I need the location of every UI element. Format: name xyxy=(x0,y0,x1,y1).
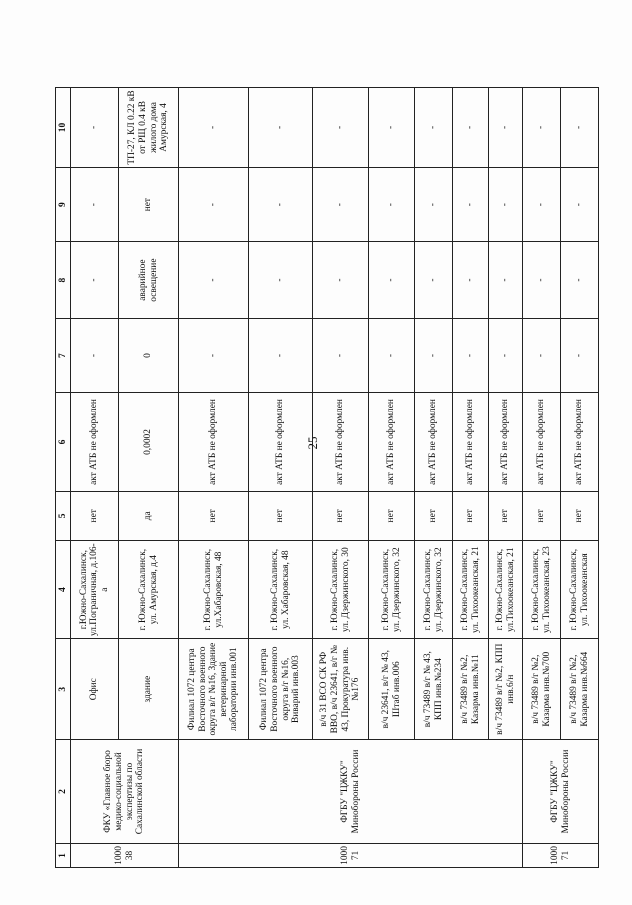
org-code-cell: 100071 xyxy=(178,843,522,867)
org-code-cell: 100071 xyxy=(522,843,598,867)
object-cell: в/ч 73489 в/г №2, Казарма инв.№11 xyxy=(452,638,488,739)
cell: - xyxy=(488,167,522,241)
header-cell: 10 xyxy=(55,87,70,167)
cell: акт АТБ не оформлен xyxy=(414,392,452,490)
cell: - xyxy=(312,241,368,318)
cell: нет xyxy=(452,491,488,540)
address-cell: г. Южно-Сахалинск, ул.Хабаровская, 48 xyxy=(178,540,248,638)
cell: - xyxy=(248,318,312,392)
cell: нет xyxy=(368,491,414,540)
cell: акт АТБ не оформлен xyxy=(522,392,560,490)
cell: - xyxy=(312,87,368,167)
cell: - xyxy=(70,318,118,392)
data-table xyxy=(55,87,599,868)
cell: - xyxy=(70,87,118,167)
address-cell: г. Южно-Сахалинск, ул. Тихоокеанская, 21 xyxy=(452,540,488,638)
cell: акт АТБ не оформлен xyxy=(178,392,248,490)
table-row xyxy=(70,87,118,867)
object-cell: Филиал 1072 центра Восточного военного округа в/г №16, Здание ветеринарной лаборатории инв.001 xyxy=(178,638,248,739)
address-cell: г. Южно-Сахалинск, ул. Хабаровская, 48 xyxy=(248,540,312,638)
object-cell: Филиал 1072 центра Восточного военного округа в/г №16, Виварий инв.003 xyxy=(248,638,312,739)
cell: акт АТБ не оформлен xyxy=(248,392,312,490)
cell: - xyxy=(488,318,522,392)
address-cell: г. Южно-Сахалинск, ул. Амурская, д.4 xyxy=(118,540,178,638)
cell: нет xyxy=(312,491,368,540)
object-cell: в/ч 73489 в/г №2, Казарма инв.№664 xyxy=(560,638,598,739)
cell: акт АТБ не оформлен xyxy=(560,392,598,490)
header-cell: 4 xyxy=(55,540,70,638)
cell: - xyxy=(248,167,312,241)
cell: - xyxy=(560,318,598,392)
cell: - xyxy=(70,241,118,318)
cell: - xyxy=(522,167,560,241)
cell: 0,0002 xyxy=(118,392,178,490)
org-name-cell: ФГБУ "ЦЖКУ" Минобороны России xyxy=(178,739,522,843)
cell: - xyxy=(178,87,248,167)
cell: - xyxy=(414,87,452,167)
header-cell: 8 xyxy=(55,241,70,318)
cell: ТП-27, КЛ 0.22 кВ от РЩ 0.4 кВ жилого дома Амурская, 4 xyxy=(118,87,178,167)
object-cell: здание xyxy=(118,638,178,739)
cell: акт АТБ не оформлен xyxy=(70,392,118,490)
header-cell: 7 xyxy=(55,318,70,392)
cell: - xyxy=(414,318,452,392)
cell: - xyxy=(178,241,248,318)
cell: - xyxy=(560,87,598,167)
table-row xyxy=(522,87,560,867)
cell: - xyxy=(488,241,522,318)
cell: - xyxy=(368,167,414,241)
page-number: 25 xyxy=(305,436,320,450)
cell: - xyxy=(414,167,452,241)
cell: нет xyxy=(414,491,452,540)
cell: нет xyxy=(248,491,312,540)
cell: акт АТБ не оформлен xyxy=(312,392,368,490)
cell: - xyxy=(452,167,488,241)
cell: - xyxy=(452,318,488,392)
header-cell: 5 xyxy=(55,491,70,540)
object-cell: в/ч 23641, в/г № 43, Штаб инв.006 xyxy=(368,638,414,739)
address-cell: г. Южно-Сахалинск, ул. Дзержинского, 30 xyxy=(312,540,368,638)
header-cell: 1 xyxy=(55,843,70,867)
cell: - xyxy=(312,318,368,392)
object-cell: Офис xyxy=(70,638,118,739)
cell: нет xyxy=(560,491,598,540)
cell: - xyxy=(368,241,414,318)
header-cell: 9 xyxy=(55,167,70,241)
cell: - xyxy=(522,318,560,392)
cell: нет xyxy=(178,491,248,540)
cell: - xyxy=(70,167,118,241)
table-rotated-container xyxy=(55,87,589,868)
cell: акт АТБ не оформлен xyxy=(488,392,522,490)
cell: - xyxy=(452,241,488,318)
address-cell: г. Южно-Сахалинск, ул. Тихоокеанская, 23 xyxy=(522,540,560,638)
org-name-cell: ФГБУ "ЦЖКУ" Минобороны России xyxy=(522,739,598,843)
object-cell: в/ч 73489 в/г № 43, КПП инв.№234 xyxy=(414,638,452,739)
cell: - xyxy=(368,87,414,167)
address-cell: г. Южно-Сахалинск, ул. Дзержинского, 32 xyxy=(414,540,452,638)
cell: да xyxy=(118,491,178,540)
address-cell: г. Южно-Сахалинск, ул. Дзержинского, 32 xyxy=(368,540,414,638)
object-cell: в/ч 73489 в/г №2, Казарма инв.№700 xyxy=(522,638,560,739)
cell: - xyxy=(560,241,598,318)
cell: - xyxy=(452,87,488,167)
cell: - xyxy=(414,241,452,318)
header-cell: 3 xyxy=(55,638,70,739)
cell: нет xyxy=(118,167,178,241)
cell: акт АТБ не оформлен xyxy=(452,392,488,490)
header-cell: 2 xyxy=(55,739,70,843)
cell: - xyxy=(178,167,248,241)
org-code-cell: 100038 xyxy=(70,843,178,867)
cell: - xyxy=(368,318,414,392)
table-row xyxy=(178,87,248,867)
cell: - xyxy=(248,87,312,167)
address-cell: г. Южно-Сахалинск, ул.Тихоокеанская, 21 xyxy=(488,540,522,638)
cell: нет xyxy=(70,491,118,540)
cell: - xyxy=(312,167,368,241)
cell: - xyxy=(522,87,560,167)
cell: - xyxy=(522,241,560,318)
object-cell: в/ч 31 ВСО СК РФ ВВО, в/ч 23641, в/г № 43, Прокуратура инв.№176 xyxy=(312,638,368,739)
object-cell: в/ч 73489 в/г №2, КПП инв.6/н xyxy=(488,638,522,739)
cell: - xyxy=(488,87,522,167)
cell: нет xyxy=(488,491,522,540)
cell: аварийное освещение xyxy=(118,241,178,318)
cell: - xyxy=(248,241,312,318)
cell: - xyxy=(560,167,598,241)
header-cell: 6 xyxy=(55,392,70,490)
cell: нет xyxy=(522,491,560,540)
cell: - xyxy=(178,318,248,392)
column-number-row xyxy=(55,87,70,867)
cell: акт АТБ не оформлен xyxy=(368,392,414,490)
cell: 0 xyxy=(118,318,178,392)
org-name-cell: ФКУ «Главное бюро медико-социальной экспертизы по Сахалинской области xyxy=(70,739,178,843)
address-cell: г. Южно-Сахалинск, ул. Тихоокеанская xyxy=(560,540,598,638)
address-cell: г.Южно-Сахалинск, ул.Пограничная, д.106-а xyxy=(70,540,118,638)
